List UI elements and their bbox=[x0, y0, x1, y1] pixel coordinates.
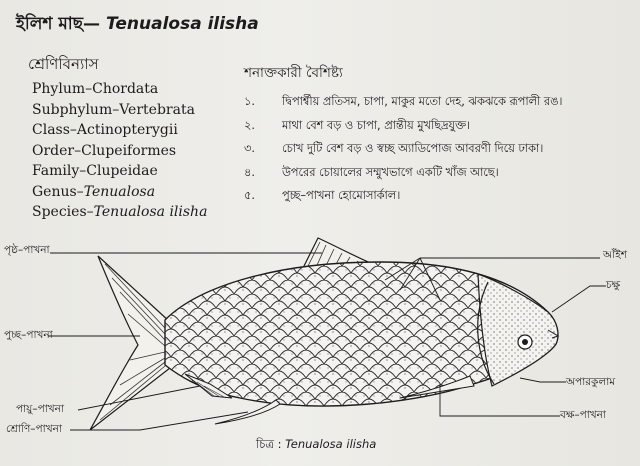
taxonomy-value: Clupeidae bbox=[86, 163, 158, 179]
feature-text: উপরের চোয়ালের সম্মুখভাগে একটি খাঁজ আছে। bbox=[282, 165, 499, 179]
taxonomy-rank: Phylum– bbox=[32, 81, 93, 97]
taxonomy-item bbox=[32, 100, 207, 121]
feature-item bbox=[244, 114, 562, 138]
taxonomy-item bbox=[32, 182, 207, 203]
feature-item bbox=[244, 137, 562, 161]
feature-text: চোখ দুটি বেশ বড় ও স্বচ্ছ অ্যাডিপোজ আবরণী দিয়ে ঢাকা। bbox=[282, 142, 544, 155]
feature-number: ১. bbox=[244, 95, 255, 108]
taxonomy-value: Tenualosa bbox=[83, 183, 156, 200]
feature-item bbox=[244, 90, 562, 114]
taxonomy-item bbox=[32, 79, 207, 100]
feature-number: ৩. bbox=[244, 142, 255, 155]
title-scientific-name: Tenualosa ilisha bbox=[105, 14, 259, 34]
label-anal-fin: পায়ু–পাখনা bbox=[16, 403, 64, 415]
label-dorsal-fin: পৃষ্ঠ–পাখনা bbox=[4, 244, 50, 256]
taxonomy-heading: শ্রেণিবিন্যাস bbox=[28, 55, 99, 73]
taxonomy-item bbox=[32, 161, 207, 182]
fish-illustration bbox=[0, 228, 640, 438]
taxonomy-list bbox=[32, 79, 207, 223]
page-title bbox=[16, 11, 259, 39]
caption-prefix: চিত্র : bbox=[256, 437, 286, 451]
taxonomy-rank: Class– bbox=[32, 122, 77, 138]
taxonomy-rank: Order– bbox=[32, 142, 82, 159]
feature-text: দ্বিপার্শ্বীয় প্রতিসম, চাপা, মাকুর মতো দেহ, ঝকঝকে রূপালী রঙ। bbox=[282, 95, 563, 108]
features-heading: শনাক্তকারী বৈশিষ্ট্য bbox=[244, 65, 343, 81]
feature-item bbox=[244, 161, 562, 185]
taxonomy-item bbox=[32, 141, 207, 162]
taxonomy-value: Vertebrata bbox=[119, 101, 195, 118]
title-bangla: ইলিশ মাছ— bbox=[16, 14, 101, 34]
taxonomy-value: Actinopterygii bbox=[76, 122, 178, 138]
feature-text: পুচ্ছ–পাখনা হোমোসার্কাল। bbox=[282, 189, 401, 202]
feature-item bbox=[244, 184, 562, 208]
caudal-fin-shape bbox=[90, 256, 170, 430]
label-pectoral-fin: বক্ষ–পাখনা bbox=[560, 409, 606, 421]
figure-caption bbox=[256, 436, 376, 455]
features-list bbox=[244, 90, 562, 208]
feature-number: ২. bbox=[244, 118, 255, 132]
feature-number: ৫. bbox=[244, 189, 255, 202]
taxonomy-value: Clupeiformes bbox=[81, 142, 177, 159]
feature-text: মাথা বেশ বড় ও চাপা, প্রান্তীয় মুখছিদ্রযুক্ত। bbox=[282, 118, 470, 132]
label-eye: চক্ষু bbox=[606, 279, 621, 291]
feature-number: ৪. bbox=[244, 165, 255, 179]
caption-scientific-name: Tenualosa ilisha bbox=[285, 437, 377, 451]
label-operculum: অপারকুলাম bbox=[566, 376, 616, 388]
label-scale: আঁইশ bbox=[603, 249, 627, 261]
label-caudal-fin: পুচ্ছ–পাখনা bbox=[4, 329, 53, 341]
taxonomy-rank: Subphylum– bbox=[32, 101, 120, 118]
taxonomy-rank: Genus– bbox=[32, 183, 84, 200]
taxonomy-item bbox=[32, 120, 207, 141]
taxonomy-rank: Family– bbox=[32, 163, 87, 179]
taxonomy-value: Chordata bbox=[92, 81, 159, 97]
taxonomy-item bbox=[32, 202, 207, 223]
taxonomy-value: Tenualosa ilisha bbox=[93, 204, 208, 220]
taxonomy-rank: Species– bbox=[32, 204, 94, 220]
label-pelvic-fin: শ্রোণি–পাখনা bbox=[6, 423, 62, 435]
